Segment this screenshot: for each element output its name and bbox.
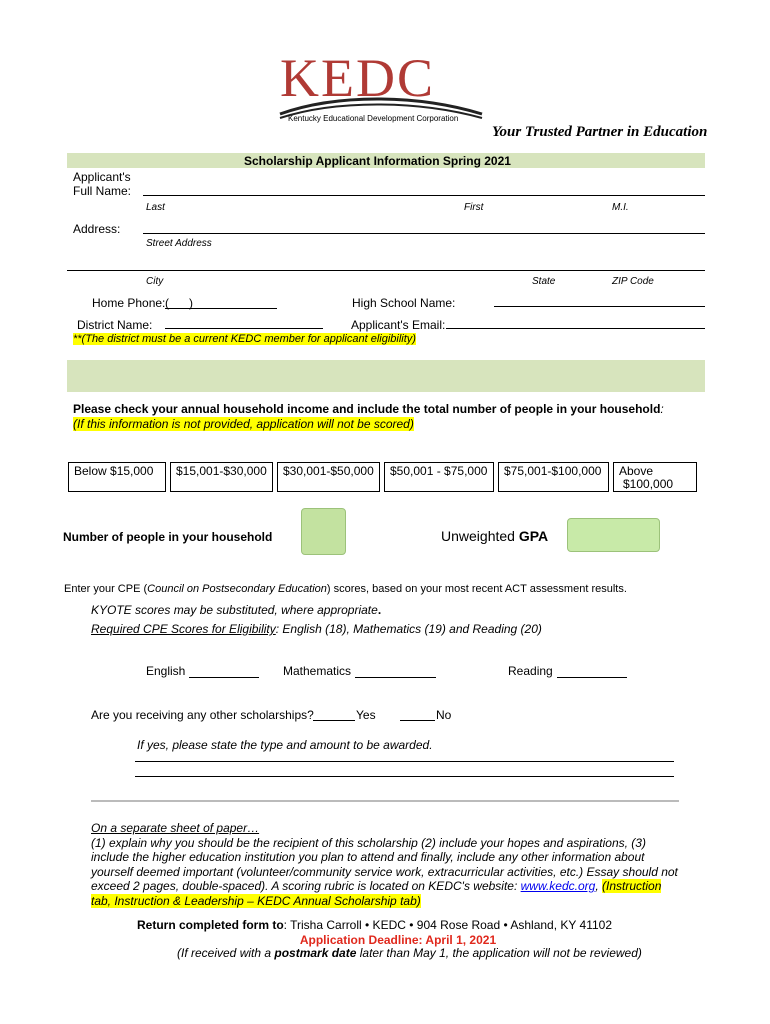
scholarship-detail-line-2[interactable]	[135, 776, 674, 777]
scholarship-yes-field[interactable]	[313, 720, 355, 721]
income-note: (If this information is not provided, application will not be scored)	[73, 417, 414, 431]
essay-line-1: (1) explain why you should be the recipient of this scholarship (2) include your hopes and aspirations, (3)	[91, 835, 646, 850]
essay-line-5-highlight: tab, Instruction & Leadership – KEDC Annual Scholarship tab)	[91, 893, 421, 908]
income-bracket-1[interactable]: Below $15,000	[68, 462, 166, 492]
sub-label-state: State	[532, 276, 556, 287]
income-instruction-colon: :	[660, 402, 664, 416]
tagline: Your Trusted Partner in Education	[492, 124, 708, 140]
income-instruction-text: Please check your annual household income and include the total number of people in your household	[73, 402, 661, 416]
cpe-required	[91, 622, 542, 636]
household-label: Number of people in your household	[63, 530, 273, 544]
essay-line-4	[91, 879, 678, 894]
essay-heading: On a separate sheet of paper…	[91, 821, 260, 835]
kyote-note-text: KYOTE scores may be substituted, where appropriate	[91, 603, 378, 617]
household-count-input[interactable]	[301, 508, 346, 555]
scholarship-no-label: No	[436, 708, 452, 722]
cpe-required-underlined: Required CPE Scores for Eligibility	[91, 622, 276, 636]
gpa-label-bold: GPA	[518, 528, 549, 544]
postmark-note-bold: postmark date	[274, 946, 357, 960]
income-bracket-3[interactable]: $30,001-$50,000	[277, 462, 380, 492]
essay-line-4-comma: ,	[595, 879, 603, 893]
address-label: Address:	[73, 222, 121, 236]
high-school-field[interactable]	[494, 306, 705, 307]
gpa-label-text: Unweighted	[441, 528, 519, 544]
sub-label-last: Last	[146, 202, 165, 213]
essay-line-3: yourself deemed important (volunteer/community service work, extracurricular activities, etc.) Essay should not	[91, 864, 678, 879]
cpe-instruction	[64, 583, 627, 595]
income-bracket-4[interactable]: $50,001 - $75,000	[384, 462, 494, 492]
section-divider-bar	[67, 360, 705, 392]
kyote-note	[91, 603, 381, 617]
sub-label-mi: M.I.	[612, 202, 629, 213]
income-bracket-2[interactable]: $15,001-$30,000	[170, 462, 273, 492]
other-scholarships-question: Are you receiving any other scholarships?	[91, 708, 314, 722]
income-instruction	[73, 402, 664, 416]
district-field[interactable]	[165, 328, 323, 329]
logo-text: KEDC	[280, 48, 435, 108]
sub-label-city: City	[146, 276, 164, 287]
gpa-label	[441, 528, 548, 544]
street-address-field[interactable]	[143, 233, 705, 234]
income-bracket-5[interactable]: $75,001-$100,000	[498, 462, 609, 492]
essay-line-4-text: exceed 2 pages, double-spaced). A scoring rubric is located on KEDC's website:	[91, 879, 521, 893]
email-label: Applicant's Email:	[351, 318, 446, 332]
income-bracket-6-line1: Above	[619, 464, 654, 478]
essay-line-2: include the higher education institution you plan to attend and finally, include any other information about	[91, 850, 645, 864]
scholarship-yes-label: Yes	[356, 708, 376, 722]
logo-subtitle: Kentucky Educational Development Corporation	[288, 114, 459, 123]
form-title: Scholarship Applicant Information Spring 2021	[244, 154, 511, 168]
income-brackets	[68, 462, 697, 492]
income-bracket-6[interactable]	[613, 462, 697, 492]
cpe-instruction-end: ) scores, based on your most recent ACT assessment results.	[326, 583, 627, 595]
city-state-zip-field[interactable]	[67, 270, 705, 271]
home-phone-field[interactable]	[165, 308, 277, 309]
mathematics-score-field[interactable]	[355, 677, 436, 678]
sub-label-street: Street Address	[146, 238, 212, 249]
scholarship-detail-line-1[interactable]	[135, 761, 674, 762]
postmark-note	[177, 946, 642, 960]
kedc-logo	[276, 48, 486, 127]
return-label: Return completed form to	[137, 918, 284, 932]
english-score-field[interactable]	[189, 677, 259, 678]
reading-label: Reading	[508, 664, 553, 678]
essay-line-5	[91, 894, 678, 909]
applicant-label-line1: Applicant's	[73, 170, 131, 184]
full-name-field[interactable]	[143, 195, 705, 196]
home-phone-label: Home Phone:	[92, 296, 166, 310]
return-address	[137, 918, 612, 932]
scholarship-no-field[interactable]	[400, 720, 435, 721]
high-school-label: High School Name:	[352, 296, 456, 310]
postmark-note-end: later than May 1, the application will not be reviewed)	[356, 946, 642, 960]
income-bracket-6-line2: $100,000	[623, 477, 674, 491]
applicant-label-line2: Full Name:	[73, 184, 132, 198]
return-address-text: : Trisha Carroll • KEDC • 904 Rose Road • Ashland, KY 41102	[283, 918, 613, 932]
essay-line-4-highlight: (Instruction	[602, 879, 662, 893]
cpe-instruction-start: Enter your CPE (	[64, 583, 148, 595]
gpa-input[interactable]	[567, 518, 660, 552]
section-divider	[91, 800, 679, 802]
kyote-note-dot: .	[377, 603, 382, 617]
mathematics-label: Mathematics	[283, 664, 352, 678]
reading-score-field[interactable]	[557, 677, 627, 678]
email-field[interactable]	[446, 328, 705, 329]
english-label: English	[146, 664, 186, 678]
postmark-note-start: (If received with a	[177, 946, 275, 960]
application-deadline: Application Deadline: April 1, 2021	[299, 933, 497, 947]
essay-instructions	[91, 821, 678, 908]
sub-label-first: First	[464, 202, 484, 213]
applicant-label	[73, 170, 131, 198]
district-note: **(The district must be a current KEDC member for applicant eligibility)	[73, 333, 416, 345]
district-label: District Name:	[77, 318, 153, 332]
cpe-instruction-italic: Council on Postsecondary Education	[147, 583, 327, 595]
cpe-required-rest: : English (18), Mathematics (19) and Reading (20)	[275, 622, 542, 636]
sub-label-zip: ZIP Code	[612, 276, 654, 287]
home-phone-paren: ( )	[165, 296, 193, 310]
if-yes-instruction: If yes, please state the type and amount to be awarded.	[137, 738, 433, 752]
kedc-website-link[interactable]: www.kedc.org	[520, 879, 596, 893]
